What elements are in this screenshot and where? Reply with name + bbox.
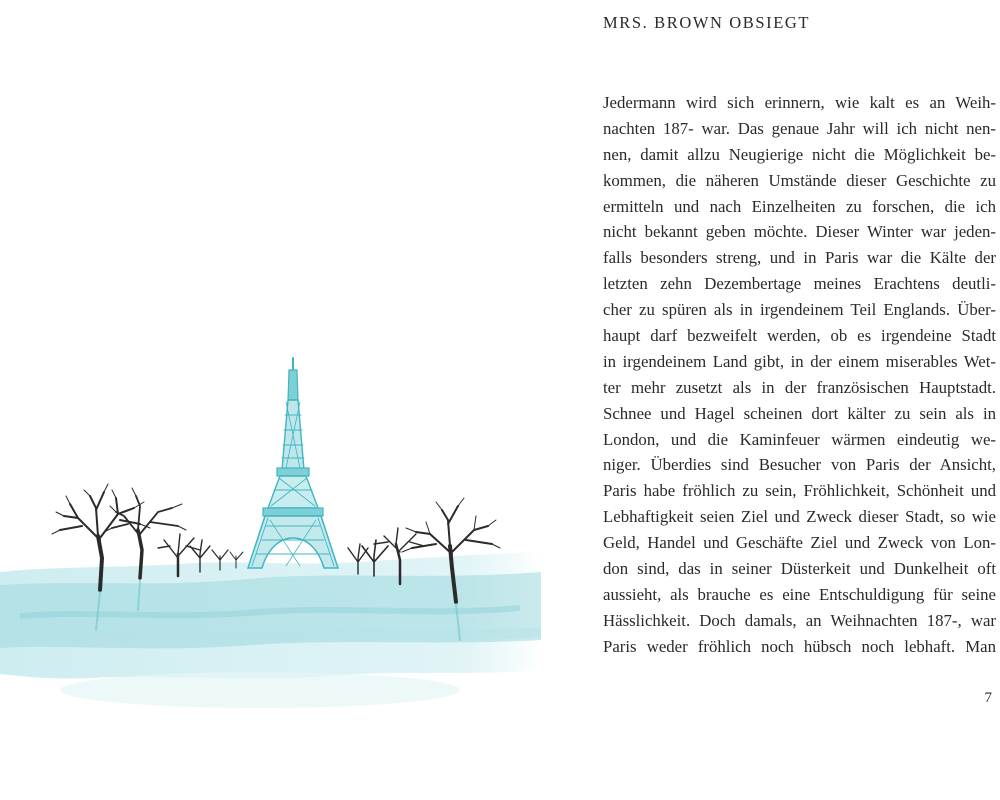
text-line: niger. Überdies sind Besucher von Paris der Ansicht,: [603, 455, 996, 475]
text-line: Jedermann wird sich erinnern, wie kalt es an Weih-: [603, 93, 996, 112]
text-line: aussieht, als brauche es eine Entschuldigung für seine: [603, 584, 996, 604]
text-line: nen, damit allzu Neugierige nicht die Möglichkeit be-: [603, 144, 996, 164]
text-line: don sind, das in seiner Düsterkeit und Dunkelheit oft: [603, 559, 996, 579]
text-line: ermitteln und nach Einzelheiten zu forschen, die ich: [603, 196, 996, 216]
text-line: haupt darf bezweifelt werden, ob es irgendeine Stadt: [603, 326, 996, 346]
eiffel-tower-icon: [248, 358, 338, 568]
text-line: Hässlichkeit. Doch damals, an Weihnachten 187-, war: [603, 610, 996, 630]
page-number: 7: [984, 690, 992, 706]
text-line: Paris habe fröhlich zu sein, Fröhlichkeit, Schönheit und: [603, 481, 996, 501]
text-line: in irgendeinem Land gibt, in der einem miserables Wet-: [603, 351, 996, 371]
text-line: Geld, Handel und Geschäfte Ziel und Zweck von Lon-: [603, 533, 996, 553]
running-head: MRS. BROWN OBSIEGT: [603, 13, 811, 32]
text-line: Schnee und Hagel scheinen dort kälter zu sein als in: [603, 403, 996, 423]
winter-paris-illustration: [0, 340, 545, 740]
text-line: nicht bekannt geben möchte. Dieser Winter war jeden-: [603, 222, 996, 242]
text-page: [603, 0, 996, 800]
body-text: [603, 90, 996, 660]
text-line: nachten 187- war. Das genaue Jahr will ich nicht nen-: [603, 118, 996, 138]
text-line: London, und die Kaminfeuer wärmen eindeutig we-: [603, 429, 996, 449]
text-line: falls besonders streng, und in Paris war die Kälte der: [603, 248, 996, 268]
text-line: kommen, die näheren Umstände dieser Geschichte zu: [603, 170, 996, 190]
text-line: letzten zehn Dezembertage meines Erachtens deutli-: [603, 274, 996, 294]
text-line: Paris weder fröhlich noch hübsch noch lebhaft. Man: [603, 636, 996, 656]
text-line: cher zu spüren als in irgendeinem Teil Englands. Über-: [603, 300, 996, 320]
text-line: ter mehr zusetzt als in der französischen Hauptstadt.: [603, 377, 996, 397]
text-line: Lebhaftigkeit seien Ziel und Zweck dieser Stadt, so wie: [603, 507, 996, 527]
